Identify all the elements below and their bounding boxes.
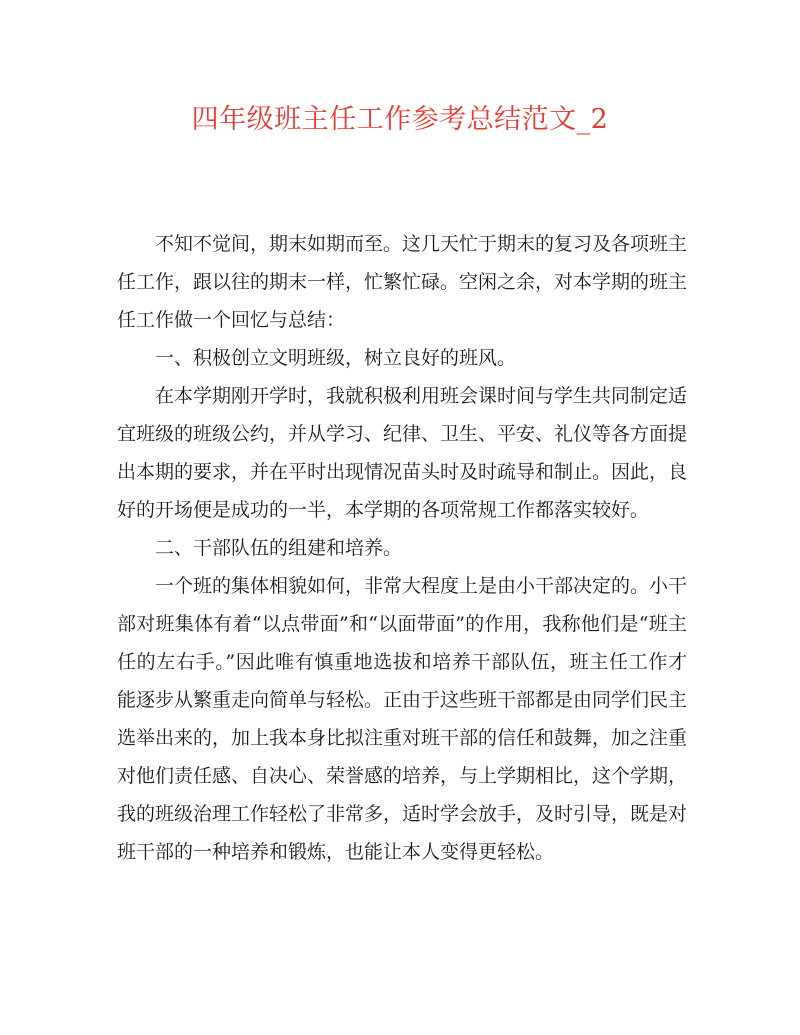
paragraph-section-1: 在本学期刚开学时，我就积极利用班会课时间与学生共同制定适宜班级的班级公约，并从学习、纪律、卫生、平安、礼仪等各方面提出本期的要求，并在平时出现情况苗头时及时疏导和制止。因此，良好的开场便是成功的一半，本学期的各项常规工作都落实较好。 <box>117 385 688 521</box>
paragraph-section-2: 一个班的集体相貌如何，非常大程度上是由小干部决定的。小干部对班集体有着“以点带面”和“以面带面”的作用，我称他们是“班主任的左右手。”因此唯有慎重地选拔和培养干部队伍，班主任工作才能逐步从繁重走向简单与轻松。正由于这些班干部都是由同学们民主选举出来的，加上我本身比拟注重对班干部的信任和鼓舞，加之注重对他们责任感、自决心、荣誉感的培养，与上学期相比，这个学期，我的班级治理工作轻松了非常多，适时学会放手，及时引导，既是对班干部的一种培养和锻炼，也能让本人变得更轻松。 <box>117 575 688 863</box>
section-heading-1: 一、积极创立文明班级，树立良好的班风。 <box>155 347 517 369</box>
paragraph-intro: 不知不觉间，期末如期而至。这几天忙于期末的复习及各项班主任工作，跟以往的期末一样，忙繁忙碌。空闲之余，对本学期的班主任工作做一个回忆与总结： <box>117 233 688 331</box>
document-title: 四年级班主任工作参考总结范文_2 <box>191 104 609 135</box>
section-heading-2: 二、干部队伍的组建和培养。 <box>155 537 403 559</box>
document-body <box>117 225 687 871</box>
